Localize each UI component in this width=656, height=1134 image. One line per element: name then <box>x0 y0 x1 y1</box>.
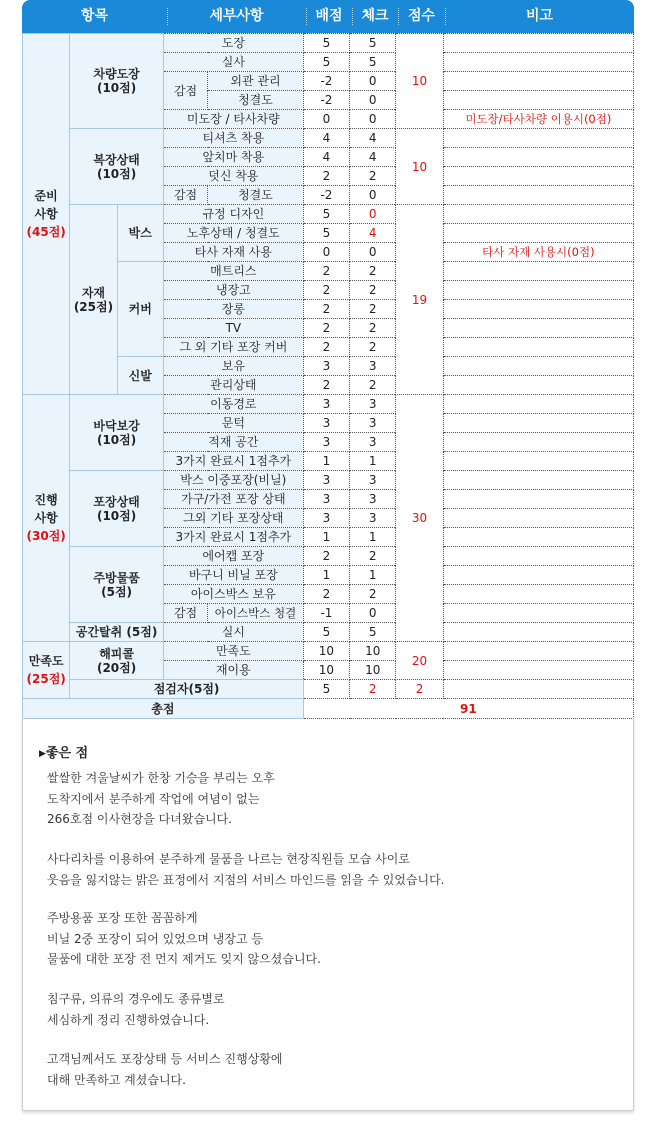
check-cell: 3 <box>350 490 396 509</box>
check-cell: 3 <box>350 357 396 376</box>
comment-paragraph <box>47 768 275 830</box>
detail-cell: 타사 자재 사용 <box>163 243 303 262</box>
detail-cell: 청결도 <box>208 91 304 110</box>
comment-paragraph <box>47 849 445 890</box>
detail-cell: 보유 <box>163 357 303 376</box>
points-cell: 3 <box>303 490 349 509</box>
shoes-category: 신발 <box>117 357 163 395</box>
check-cell: 5 <box>350 34 396 53</box>
check-cell: 2 <box>350 338 396 357</box>
detail-cell: 냉장고 <box>163 281 303 300</box>
detail-cell: 박스 이중포장(비닐) <box>163 471 303 490</box>
comment-line: 비닐 2중 포장이 되어 있었으며 냉장고 등 <box>47 931 263 946</box>
score-cell: 2 <box>396 680 443 699</box>
section-satisfaction-label: 만족도 <box>28 654 64 668</box>
detail-cell: 그 외 기타 포장 커버 <box>163 338 303 357</box>
remark-cell <box>443 262 633 281</box>
header-points: 배점 <box>315 8 343 24</box>
comment-paragraph <box>47 989 225 1030</box>
check-cell: 0 <box>350 186 396 205</box>
score-cell: 19 <box>396 205 443 395</box>
remark-cell <box>443 585 633 604</box>
section-progress-label: 진행 사항 <box>34 493 58 525</box>
detail-cell: 에어캡 포장 <box>163 547 303 566</box>
check-cell: 5 <box>350 53 396 72</box>
points-cell: 4 <box>303 148 349 167</box>
remark-cell <box>443 300 633 319</box>
material-title: 자재 <box>81 285 106 300</box>
check-cell: 4 <box>350 224 396 243</box>
check-cell: 0 <box>350 205 396 224</box>
header-item: 항목 <box>80 8 109 24</box>
points-cell: 1 <box>303 566 349 585</box>
check-cell: 0 <box>350 72 396 91</box>
remark-cell <box>443 72 633 91</box>
detail-cell: 문턱 <box>163 414 303 433</box>
kitchen-category <box>70 547 164 623</box>
deduct-label: 감점 <box>163 604 207 623</box>
check-cell: 3 <box>350 414 396 433</box>
check-cell: 3 <box>350 395 396 414</box>
score-cell: 20 <box>396 642 443 680</box>
check-cell: 3 <box>350 509 396 528</box>
remark-cell <box>443 338 633 357</box>
comment-line: 세심하게 정리 진행하였습니다. <box>47 1012 210 1027</box>
section-prep <box>23 34 70 395</box>
remark-cell <box>443 281 633 300</box>
header-score: 점수 <box>407 8 436 24</box>
points-cell: 2 <box>303 547 349 566</box>
points-cell: 4 <box>303 129 349 148</box>
remark-cell: 미도장/타사차량 이용시(0점) <box>443 110 633 129</box>
check-cell: 1 <box>350 452 396 471</box>
comment-title: 좋은 점 <box>45 746 89 761</box>
deduct-label: 감점 <box>163 72 207 110</box>
section-satisfaction <box>23 642 70 699</box>
section-progress <box>23 395 70 642</box>
detail-cell: 재이용 <box>163 661 303 680</box>
comment-line: 쌀쌀한 겨울날씨가 한창 기승을 부리는 오후 <box>47 771 275 785</box>
detail-cell: 미도장 / 타사차량 <box>163 110 303 129</box>
detail-cell: 도장 <box>163 34 303 53</box>
points-cell: 1 <box>303 452 349 471</box>
detail-cell: 티셔츠 착용 <box>163 129 303 148</box>
detail-cell: 3가지 완료시 1점추가 <box>163 528 303 547</box>
points-cell: 2 <box>303 167 349 186</box>
points-cell: 10 <box>303 661 349 680</box>
detail-cell: 아이스박스 보유 <box>163 585 303 604</box>
section-progress-points: (30점) <box>26 529 66 543</box>
happycall-category <box>70 642 164 680</box>
comment-line: 침구류, 의류의 경우에도 종류별로 <box>47 992 225 1006</box>
points-cell: -2 <box>303 186 349 205</box>
detail-cell: 노후상태 / 청결도 <box>163 224 303 243</box>
packing-title: 포장상태 <box>93 494 140 509</box>
inspector-category: 점검자(5점) <box>70 680 304 699</box>
check-cell: 2 <box>350 300 396 319</box>
remark-cell <box>443 186 633 205</box>
points-cell: 2 <box>303 281 349 300</box>
remark-cell <box>443 414 633 433</box>
total-label: 총점 <box>23 699 304 719</box>
points-cell: 3 <box>303 433 349 452</box>
check-cell: 2 <box>350 680 396 699</box>
score-cell: 30 <box>396 395 443 642</box>
check-cell: 1 <box>350 528 396 547</box>
detail-cell: 아이스박스 청결 <box>208 604 304 623</box>
remark-cell <box>443 91 633 110</box>
detail-cell: 장롱 <box>163 300 303 319</box>
check-cell: 2 <box>350 262 396 281</box>
check-cell: 2 <box>350 167 396 186</box>
comment-line: 물품에 대한 포장 전 먼지 제거도 잊지 않으셨습니다. <box>47 952 321 966</box>
remark-cell <box>443 395 633 414</box>
check-cell: 3 <box>350 471 396 490</box>
detail-cell: 실사 <box>163 53 303 72</box>
remark-cell <box>443 452 633 471</box>
remark-cell <box>443 433 633 452</box>
detail-cell: 규정 디자인 <box>163 205 303 224</box>
remark-cell <box>443 661 633 680</box>
points-cell: 5 <box>303 53 349 72</box>
check-cell: 1 <box>350 566 396 585</box>
points-cell: 3 <box>303 395 349 414</box>
remark-cell <box>443 547 633 566</box>
comment-heading <box>39 742 88 761</box>
points-cell: 2 <box>303 262 349 281</box>
score-cell: 10 <box>396 34 443 129</box>
points-cell: 2 <box>303 338 349 357</box>
bullet-icon: ▶ <box>39 749 46 759</box>
remark-cell <box>443 509 633 528</box>
points-cell: 5 <box>303 34 349 53</box>
header-remark: 비고 <box>525 8 554 24</box>
check-cell: 2 <box>350 585 396 604</box>
remark-cell <box>443 680 633 699</box>
comment-line: 대해 만족하고 계셨습니다. <box>47 1072 186 1087</box>
kitchen-title: 주방물품 <box>93 570 140 585</box>
material-sub: (25점) <box>73 299 114 314</box>
uniform-category <box>70 129 164 205</box>
remark-cell <box>443 490 633 509</box>
comment-line: 사다리차를 이용하여 분주하게 물품을 나르는 현장직원들 모습 사이로 <box>47 852 410 866</box>
check-cell: 2 <box>350 376 396 395</box>
remark-cell <box>443 148 633 167</box>
remark-cell <box>443 129 633 148</box>
points-cell: -1 <box>303 604 349 623</box>
remark-cell <box>443 471 633 490</box>
detail-cell: 만족도 <box>163 642 303 661</box>
comment-line: 도착지에서 분주하게 작업에 여념이 없는 <box>47 791 260 806</box>
cover-category: 커버 <box>117 262 163 357</box>
remark-cell <box>443 376 633 395</box>
detail-cell: 앞치마 착용 <box>163 148 303 167</box>
remark-cell <box>443 167 633 186</box>
check-cell: 2 <box>350 547 396 566</box>
comment-paragraph <box>47 908 321 970</box>
happycall-sub: (20점) <box>96 660 137 675</box>
points-cell: 3 <box>303 471 349 490</box>
check-cell: 4 <box>350 129 396 148</box>
uniform-sub: (10점) <box>96 166 137 181</box>
comment-paragraph <box>47 1049 283 1090</box>
remark-cell <box>443 224 633 243</box>
detail-cell: 청결도 <box>208 186 304 205</box>
comment-line: 주방용품 포장 또한 꼼꼼하게 <box>47 911 198 925</box>
points-cell: 1 <box>303 528 349 547</box>
points-cell: 5 <box>303 224 349 243</box>
points-cell: 3 <box>303 509 349 528</box>
packing-sub: (10점) <box>96 508 137 523</box>
floor-sub: (10점) <box>96 432 137 447</box>
table-header <box>22 0 634 33</box>
detail-cell: 그외 기타 포장상태 <box>163 509 303 528</box>
remark-cell <box>443 53 633 72</box>
check-cell: 2 <box>350 281 396 300</box>
points-cell: 2 <box>303 585 349 604</box>
vehicle-title: 차량도장 <box>93 67 140 81</box>
box-category: 박스 <box>117 205 163 262</box>
comment-line: 웃음을 잃지않는 밝은 표정에서 지점의 서비스 마인드를 읽을 수 있었습니다. <box>47 872 445 887</box>
points-cell: 5 <box>303 680 349 699</box>
remark-cell <box>443 528 633 547</box>
check-cell: 0 <box>350 243 396 262</box>
detail-cell: 바구니 비닐 포장 <box>163 566 303 585</box>
remark-cell <box>443 319 633 338</box>
points-cell: 2 <box>303 300 349 319</box>
packing-category <box>70 471 164 547</box>
deduct-label: 감점 <box>163 186 207 205</box>
floor-title: 바닥보강 <box>93 418 140 433</box>
points-cell: 5 <box>303 205 349 224</box>
remark-cell <box>443 623 633 642</box>
points-cell: 2 <box>303 319 349 338</box>
check-cell: 10 <box>350 642 396 661</box>
remark-cell <box>443 357 633 376</box>
comment-line: 고객님께서도 포장상태 등 서비스 진행상황에 <box>47 1052 283 1066</box>
detail-cell: 관리상태 <box>163 376 303 395</box>
detail-cell: 적재 공간 <box>163 433 303 452</box>
points-cell: 0 <box>303 243 349 262</box>
remark-cell <box>443 642 633 661</box>
points-cell: 2 <box>303 376 349 395</box>
happycall-title: 해피콜 <box>99 646 134 661</box>
detail-cell: 3가지 완료시 1점추가 <box>163 452 303 471</box>
detail-cell: 가구/가전 포장 상태 <box>163 490 303 509</box>
section-satisfaction-points: (25점) <box>26 672 66 686</box>
comment-box <box>22 717 634 1111</box>
material-category <box>70 205 117 395</box>
check-cell: 4 <box>350 148 396 167</box>
uniform-title: 복장상태 <box>93 152 140 167</box>
check-cell: 5 <box>350 623 396 642</box>
check-cell: 0 <box>350 91 396 110</box>
header-check: 체크 <box>361 8 389 24</box>
points-cell: 3 <box>303 414 349 433</box>
section-prep-label: 준비 사항 <box>34 189 58 221</box>
detail-cell: 이동경로 <box>163 395 303 414</box>
comment-line: 266호점 이사현장을 다녀왔습니다. <box>47 812 233 826</box>
points-cell: 10 <box>303 642 349 661</box>
detail-cell: TV <box>163 319 303 338</box>
remark-cell <box>443 604 633 623</box>
detail-cell: 매트리스 <box>163 262 303 281</box>
check-cell: 2 <box>350 319 396 338</box>
detail-cell: 실시 <box>163 623 303 642</box>
kitchen-sub: (5점) <box>101 584 133 599</box>
points-cell: -2 <box>303 72 349 91</box>
vehicle-sub: (10점) <box>96 81 137 95</box>
points-cell: 5 <box>303 623 349 642</box>
space-category: 공간탈취 (5점) <box>70 623 164 642</box>
detail-cell: 외관 관리 <box>208 72 304 91</box>
total-value: 91 <box>303 699 633 719</box>
remark-cell <box>443 205 633 224</box>
check-cell: 0 <box>350 604 396 623</box>
section-prep-points: (45점) <box>26 225 66 239</box>
remark-cell <box>443 566 633 585</box>
detail-cell: 덧신 착용 <box>163 167 303 186</box>
floor-category <box>70 395 164 471</box>
check-cell: 3 <box>350 433 396 452</box>
header-detail: 세부사항 <box>209 8 264 24</box>
points-cell: -2 <box>303 91 349 110</box>
remark-cell: 타사 자재 사용시(0점) <box>443 243 633 262</box>
score-cell: 10 <box>396 129 443 205</box>
points-cell: 3 <box>303 357 349 376</box>
remark-cell <box>443 34 633 53</box>
evaluation-table <box>22 33 634 719</box>
points-cell: 0 <box>303 110 349 129</box>
vehicle-category <box>70 34 164 129</box>
check-cell: 0 <box>350 110 396 129</box>
check-cell: 10 <box>350 661 396 680</box>
